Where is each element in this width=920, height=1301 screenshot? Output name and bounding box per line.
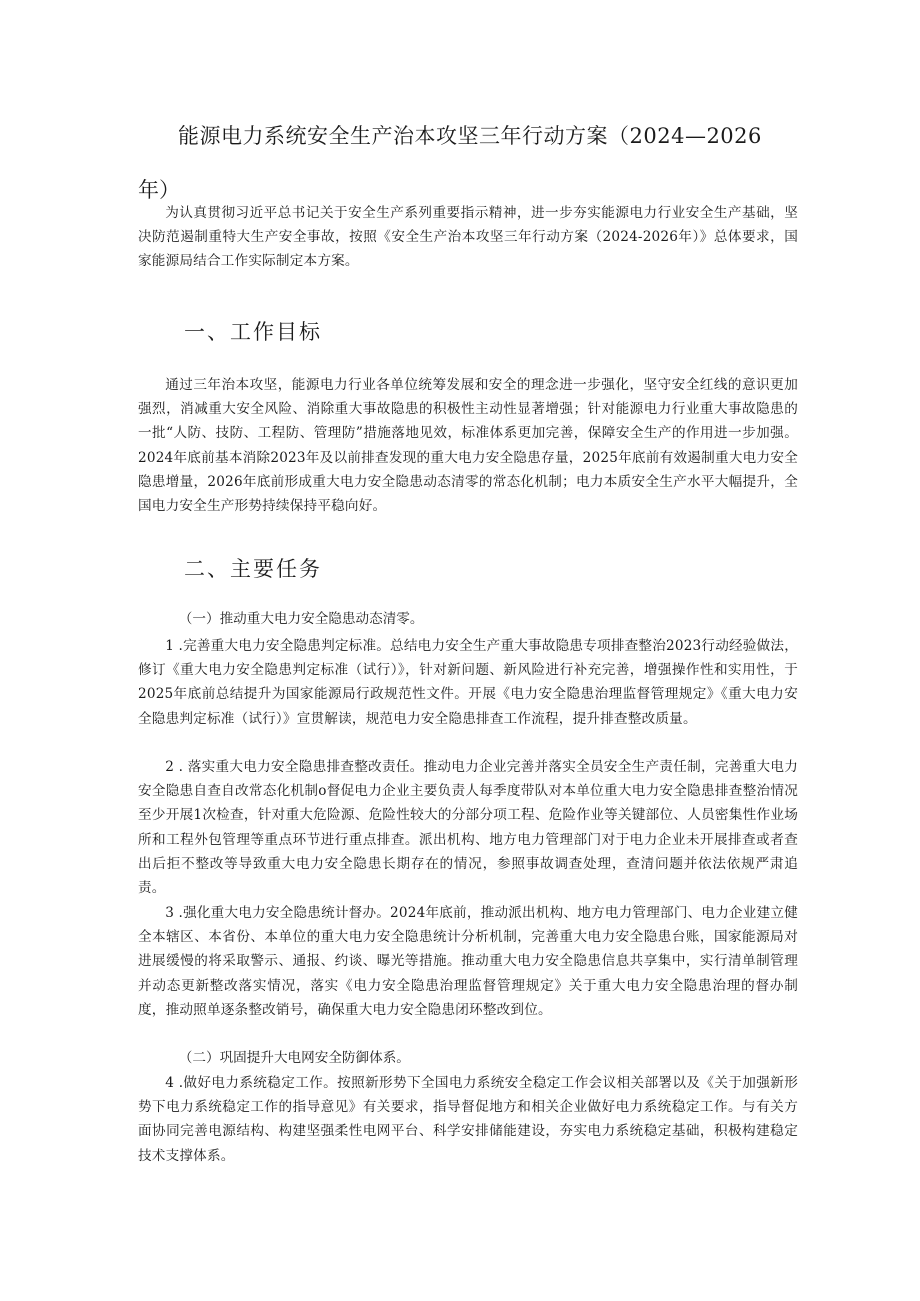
document-title-continuation: 年） bbox=[138, 178, 180, 202]
subsection-heading-2: （二）巩固提升大电网安全防御体系。 bbox=[178, 1050, 410, 1066]
task-item-3: 3 .强化重大电力安全隐患统计督办。2024年底前，推动派出机构、地方电力管理部门、电力企业建立健全本辖区、本省份、本单位的重大电力安全隐患统计分析机制，完善重大电力安全隐患台账，国家能源局对进展缓慢的将采取警示、通报、约谈、曝光等措施。推动重大电力安全隐患信息共享集中，实行清单制管理并动态更新整改落实情况，落实《电力安全隐患治理监督管理规定》关于重大电力安全隐患治理的督办制度，推动照单逐条整改销号，确保重大电力安全隐患闭环整改到位。 bbox=[138, 905, 798, 1018]
section-heading-tasks: 二、主要任务 bbox=[184, 557, 322, 581]
goals-paragraph: 通过三年治本攻坚，能源电力行业各单位统筹发展和安全的理念进一步强化，坚守安全红线的意识更加强烈，消减重大安全风险、消除重大事故隐患的积极性主动性显著增强；针对能源电力行业重大事故隐患的一批“人防、技防、工程防、管理防”措施落地见效，标准体系更加完善，保障安全生产的作用进一步加强。2024年底前基本消除2023年及以前排查发现的重大电力安全隐患存量，2025年底前有效遏制重大电力安全隐患增量，2026年底前形成重大电力安全隐患动态清零的常态化机制；电力本质安全生产水平大幅提升，全国电力安全生产形势持续保持平稳向好。 bbox=[138, 377, 798, 515]
task-item-4: 4 .做好电力系统稳定工作。按照新形势下全国电力系统安全稳定工作会议相关部署以及《关于加强新形势下电力系统稳定工作的指导意见》有关要求，指导督促地方和相关企业做好电力系统稳定工作。与有关方面协同完善电源结构、构建坚强柔性电网平台、科学安排储能建设，夯实电力系统稳定基础，积极构建稳定技术支撑体系。 bbox=[138, 1075, 798, 1164]
intro-paragraph: 为认真贯彻习近平总书记关于安全生产系列重要指示精神，进一步夯实能源电力行业安全生产基础，坚决防范遏制重特大生产安全事故，按照《安全生产治本攻坚三年行动方案（2024-2026年）》总体要求，国家能源局结合工作实际制定本方案。 bbox=[138, 205, 798, 270]
document-title: 能源电力系统安全生产治本攻坚三年行动方案（2024—2026 bbox=[178, 124, 762, 148]
section-heading-goals: 一、工作目标 bbox=[184, 320, 322, 344]
task-item-2: 2 . 落实重大电力安全隐患排查整改责任。推动电力企业完善并落实全员安全生产责任制，完善重大电力安全隐患自查自改常态化机制o督促电力企业主要负责人每季度带队对本单位重大电力安全隐患排查整治情况至少开展1次检查，针对重大危险源、危险性较大的分部分项工程、危险作业等关键部位、人员密集性作业场所和工程外包管理等重点环节进行重点排查。派出机构、地方电力管理部门对于电力企业未开展排查或者查出后拒不整改等导致重大电力安全隐患长期存在的情况，参照事故调查处理，查清问题并依法依规严肃追责。 bbox=[138, 759, 798, 897]
task-item-1: 1 .完善重大电力安全隐患判定标准。总结电力安全生产重大事故隐患专项排查整治2023行动经验做法，修订《重大电力安全隐患判定标准（试行）》，针对新问题、新风险进行补充完善，增强操作性和实用性，于2025年底前总结提升为国家能源局行政规范性文件。开展《电力安全隐患治理监督管理规定》《重大电力安全隐患判定标准（试行）》宣贯解读，规范电力安全隐患排查工作流程，提升排查整改质量。 bbox=[138, 638, 798, 727]
subsection-heading-1: （一）推动重大电力安全隐患动态清零。 bbox=[178, 611, 424, 627]
